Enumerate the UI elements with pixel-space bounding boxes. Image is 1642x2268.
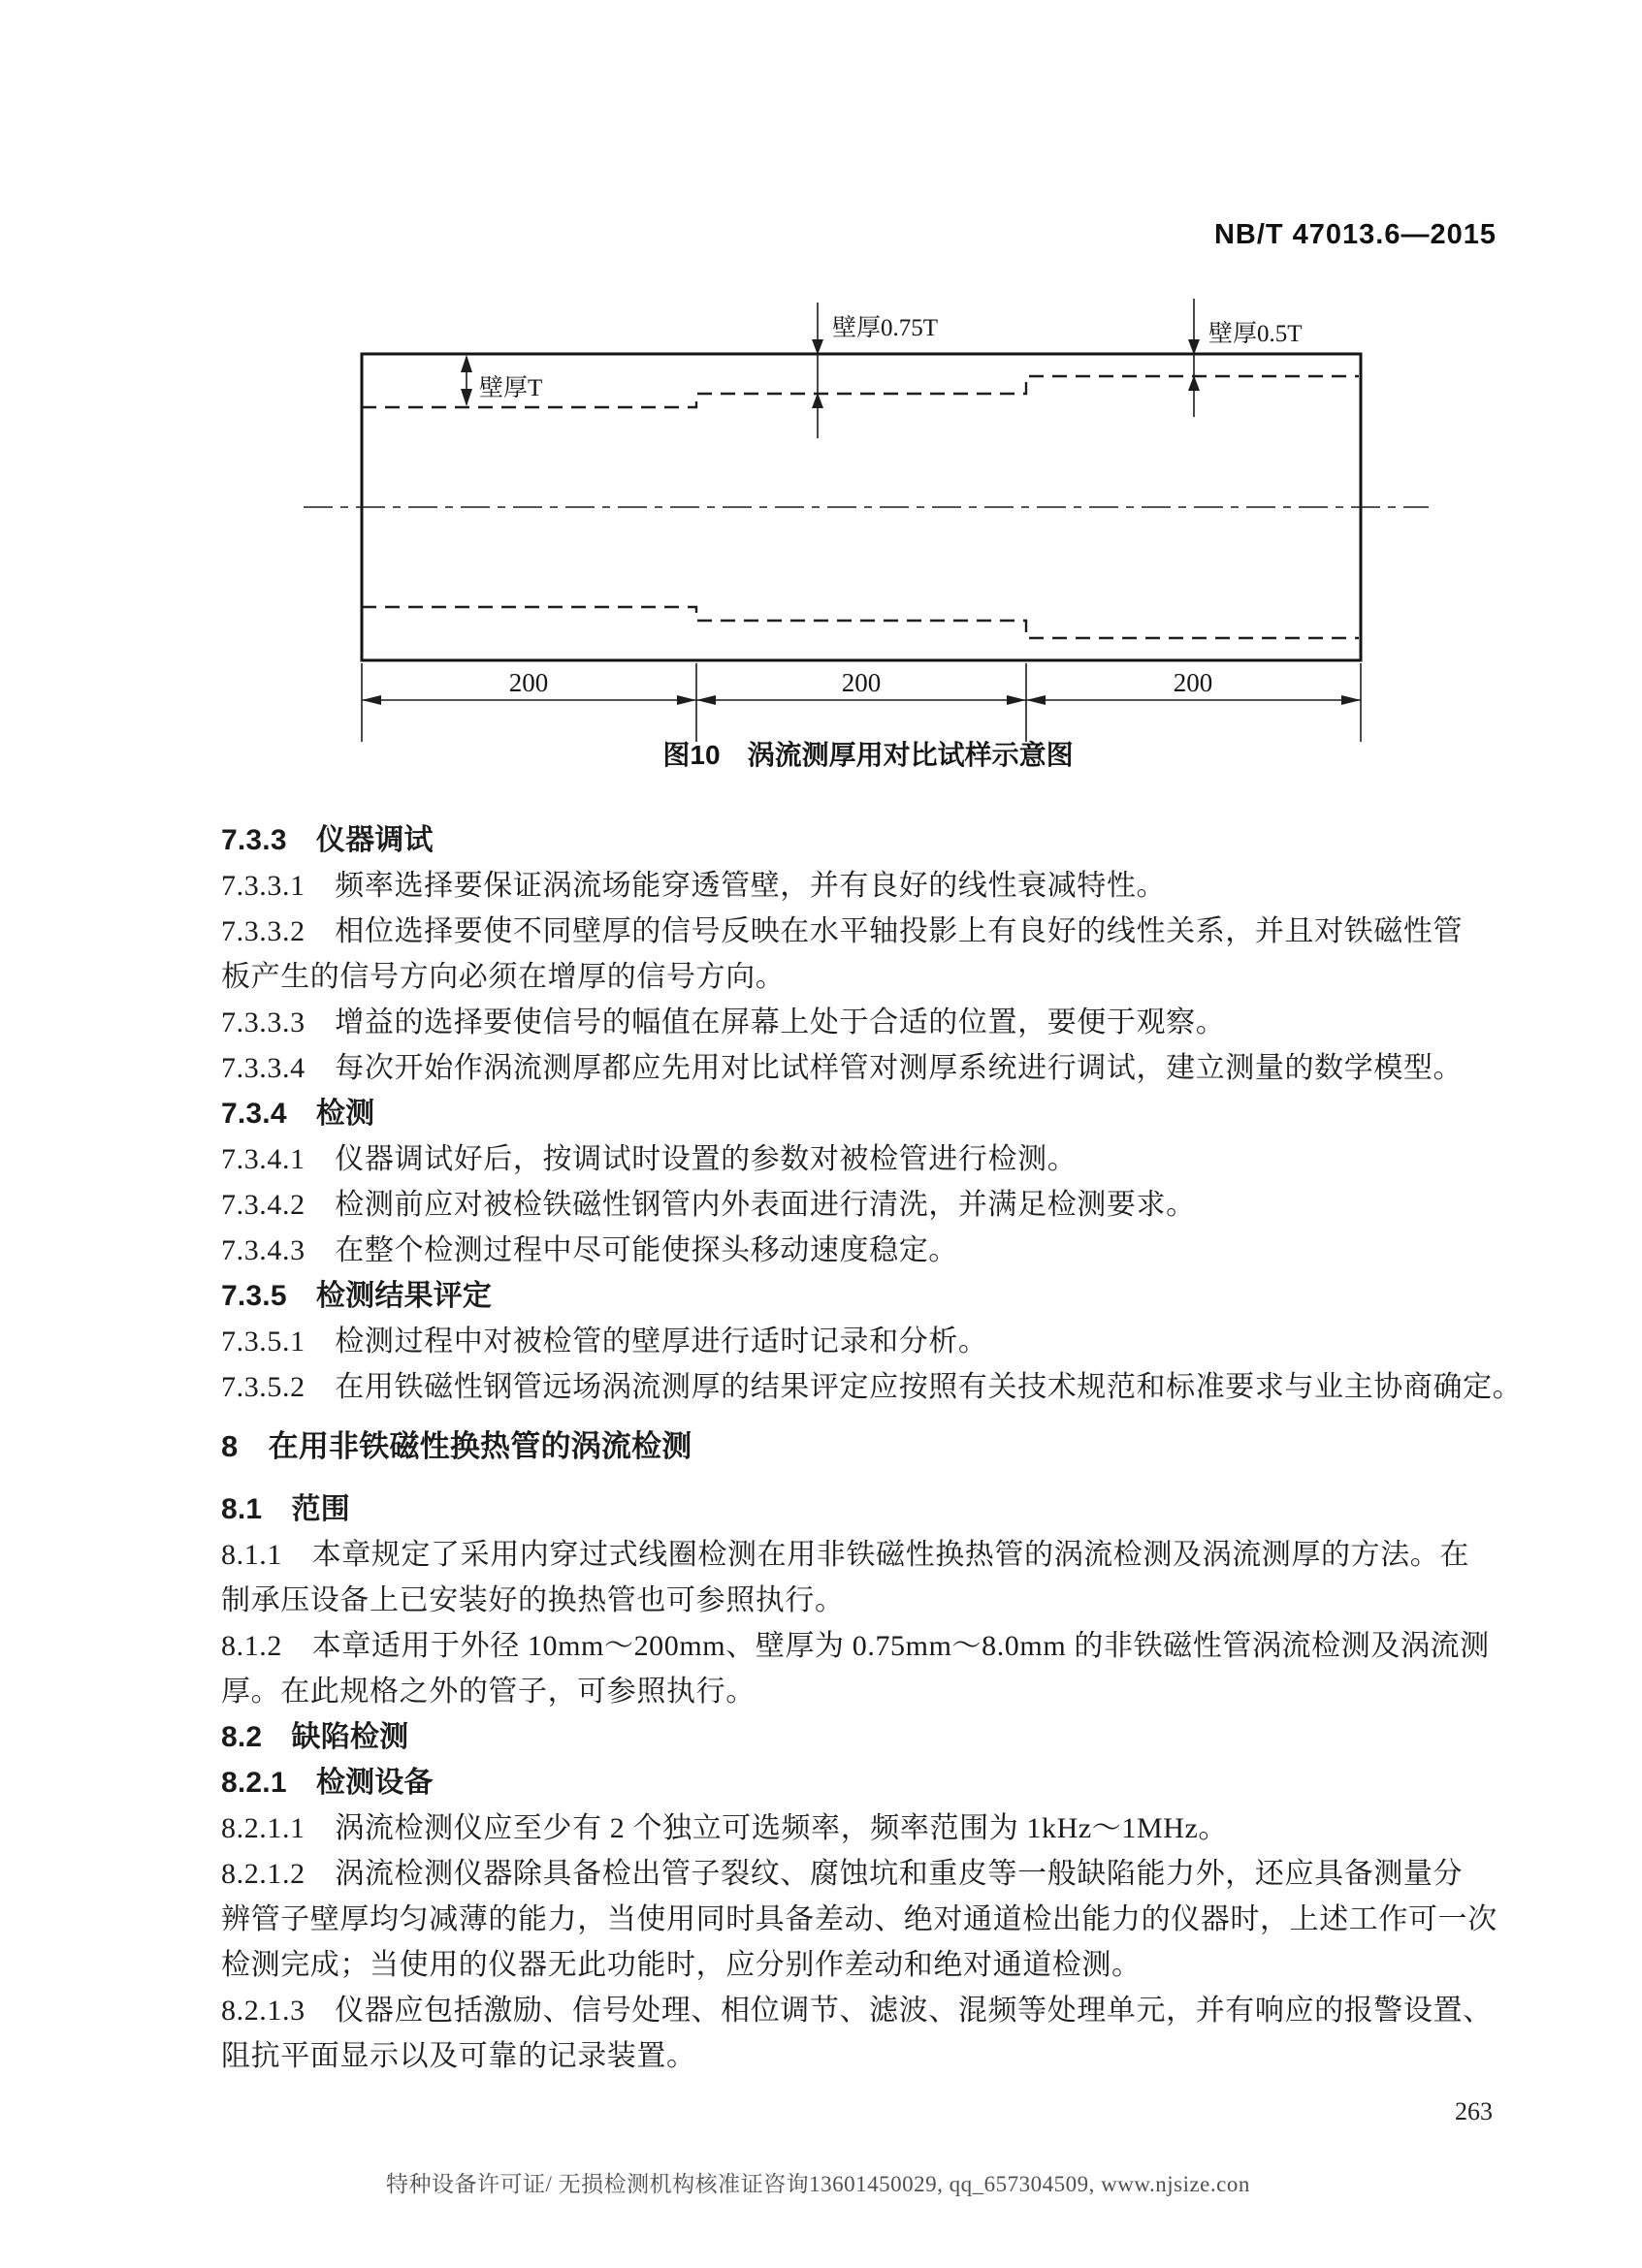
inner-wall-bottom [362,607,1359,638]
text-line: 8.1.1 本章规定了采用内穿过式线圈检测在用非铁磁性换热管的涡流检测及涡流测厚的方法。在 [221,1539,1469,1571]
text-line: 检测完成；当使用的仪器无此功能时，应分别作差动和绝对通道检测。 [221,1949,1142,1981]
text-line: 7.3.3 仪器调试 [221,824,434,856]
text-line: 8.2.1 检测设备 [221,1767,434,1799]
standard-number: NB/T 47013.6—2015 [1213,219,1497,250]
text-line: 7.3.3.4 每次开始作涡流测厚都应先用对比试样管对测厚系统进行调试，建立测量的数学模型。 [221,1052,1464,1084]
dimension-label-2: 200 [841,668,882,697]
text-line: 8.2 缺陷检测 [221,1721,409,1753]
specimen-diagram [0,0,1642,785]
text-line: 8.1.2 本章适用于外径 10mm～200mm、壁厚为 0.75mm～8.0mm 的非铁磁性管涡流检测及涡流测 [221,1630,1490,1662]
text-line: 7.3.5.1 检测过程中对被检管的壁厚进行适时记录和分析。 [221,1326,988,1358]
text-line: 厚。在此规格之外的管子，可参照执行。 [221,1676,756,1708]
dimension-wall-075t [812,303,938,438]
text-line: 板产生的信号方向必须在增厚的信号方向。 [221,961,786,993]
text-line: 8.2.1.1 涡流检测仪应至少有 2 个独立可选频率，频率范围为 1kHz～1MHz。 [221,1812,1229,1844]
text-line: 7.3.3.2 相位选择要使不同壁厚的信号反映在水平轴投影上有良好的线性关系，并且对铁磁性管 [221,915,1464,947]
text-line: 8.2.1.2 涡流检测仪器除具备检出管子裂纹、腐蚀坑和重皮等一般缺陷能力外，还应具备测量分 [221,1858,1464,1890]
text-line: 辨管子壁厚均匀减薄的能力，当使用同时具备差动、绝对通道检出能力的仪器时，上述工作可一次 [221,1903,1497,1935]
footer-watermark: 特种设备许可证/ 无损检测机构核准证咨询13601450029, qq_657304509, www.njsize.con [386,2172,1250,2196]
text-line: 8.1 范围 [221,1493,350,1525]
figure-caption: 图10 涡流测厚用对比试样示意图 [662,740,1074,770]
dimension-wall-t [461,355,542,406]
page-number: 263 [1455,2097,1493,2125]
text-line: 阻抗平面显示以及可靠的记录装置。 [221,2040,696,2072]
dimension-label-3: 200 [1173,668,1213,697]
text-line: 8.2.1.3 仪器应包括激励、信号处理、相位调节、滤波、混频等处理单元，并有响应的报警设置、 [221,1995,1493,2027]
text-line: 7.3.4.2 检测前应对被检铁磁性钢管内外表面进行清洗，并满足检测要求。 [221,1189,1196,1221]
wall-05t-label: 壁厚0.5T [1208,321,1303,347]
wall-075t-label: 壁厚0.75T [832,315,939,341]
dimension-wall-05t [1188,299,1303,417]
length-dimensions [362,663,1361,742]
text-line: 7.3.4.3 在整个检测过程中尽可能使探头移动速度稳定。 [221,1234,958,1266]
dimension-label-1: 200 [508,668,549,697]
text-line: 7.3.3.3 增益的选择要使信号的幅值在屏幕上处于合适的位置，要便于观察。 [221,1006,1226,1038]
text-line: 制承压设备上已安装好的换热管也可参照执行。 [221,1584,845,1616]
clause-text-block [221,817,1521,2079]
text-line: 8 在用非铁磁性换热管的涡流检测 [221,1429,692,1463]
text-line: 7.3.4 检测 [221,1098,375,1130]
text-line: 7.3.3.1 频率选择要保证涡流场能穿透管壁，并有良好的线性衰减特性。 [221,870,1167,902]
text-line: 7.3.5 检测结果评定 [221,1280,493,1312]
text-line: 7.3.4.1 仪器调试好后，按调试时设置的参数对被检管进行检测。 [221,1143,1078,1175]
text-line: 7.3.5.2 在用铁磁性钢管远场涡流测厚的结果评定应按照有关技术规范和标准要求与业主协商确定。 [221,1371,1523,1403]
wall-t-label: 壁厚T [479,375,543,401]
